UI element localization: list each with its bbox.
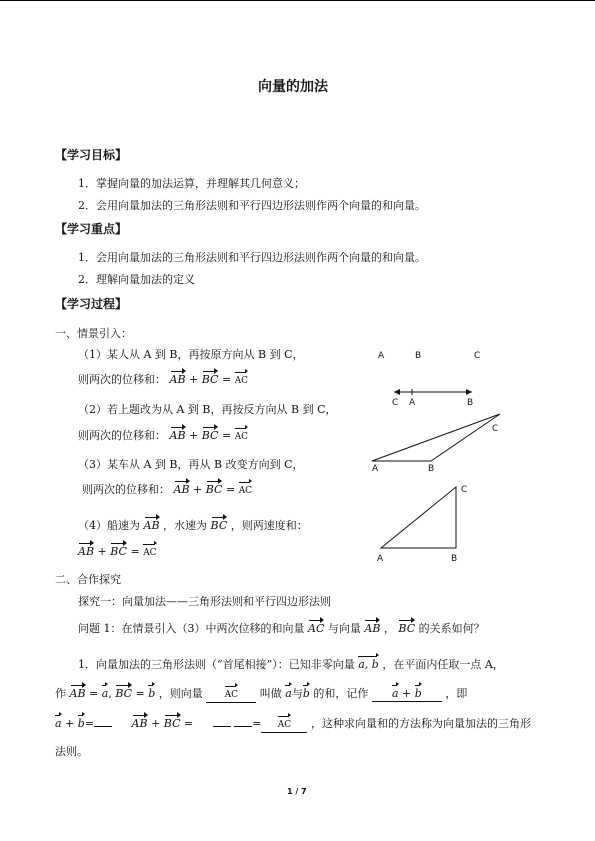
text: ，水速为 bbox=[163, 519, 208, 532]
equals-sign: = bbox=[221, 373, 232, 386]
keypoints-heading: 【学习重点】 bbox=[55, 222, 128, 236]
text: ，这种求向量和的方法称为向量加法的三角形 bbox=[310, 717, 531, 730]
disp-label: 则两次的位移和： bbox=[78, 373, 166, 386]
text: ， bbox=[383, 622, 395, 635]
diagram-4-label: C bbox=[461, 485, 468, 495]
answer-ac: AC bbox=[235, 370, 248, 388]
vector-ab: AB bbox=[170, 425, 186, 443]
rule-line-4: 法则。 bbox=[55, 745, 88, 758]
text: ，则两速度和： bbox=[230, 519, 308, 532]
diagram-3-label: A bbox=[372, 464, 379, 474]
diagram-1-label: B bbox=[415, 351, 422, 361]
vector-ab: AB bbox=[132, 713, 148, 731]
plus-sign: + bbox=[189, 373, 199, 386]
vector-ab: AB bbox=[78, 541, 94, 559]
vector-bc: BC bbox=[110, 541, 127, 559]
vector-ab: AB bbox=[364, 618, 380, 636]
vector-b: b bbox=[415, 683, 422, 701]
text: 的关系如何？ bbox=[418, 622, 485, 635]
vector-bc: BC bbox=[202, 425, 219, 443]
text: 与向量 bbox=[327, 622, 361, 635]
diagram-4-label: A bbox=[377, 554, 384, 564]
vector-a: a bbox=[285, 683, 292, 701]
page-title: 向量的加法 bbox=[258, 79, 328, 95]
equals-sign: = bbox=[184, 717, 194, 730]
diagram-1-label: A bbox=[378, 351, 385, 361]
disp-label: 则两次的位移和： bbox=[78, 429, 166, 442]
vector-ab: AB bbox=[70, 683, 86, 701]
equals-sign: = bbox=[135, 687, 145, 700]
text: 叫做 bbox=[259, 687, 282, 700]
disp-label: 则两次的位移和： bbox=[82, 483, 170, 496]
equals-sign: = bbox=[221, 429, 232, 442]
equals-sign: = bbox=[130, 545, 140, 558]
process-heading: 【学习过程】 bbox=[55, 297, 128, 311]
text: ，即 bbox=[445, 687, 468, 700]
explore-1: 探究一：向量加法——三角形法则和平行四边形法则 bbox=[78, 595, 331, 608]
equals-sign: = bbox=[84, 717, 95, 730]
text: ，则向量 bbox=[158, 687, 203, 700]
equals-sign: = bbox=[252, 717, 262, 730]
page-number: 1 / 7 bbox=[287, 787, 307, 796]
vector-ab: AB bbox=[174, 479, 190, 497]
keypoint-item: 1．会用向量加法的三角形法则和平行四边形法则作两个向量的和向量。 bbox=[78, 251, 426, 264]
plus-sign: + bbox=[189, 429, 199, 442]
vector-bc: BC bbox=[211, 515, 228, 533]
diagram-2-label: B bbox=[467, 398, 474, 408]
plus-sign: + bbox=[193, 483, 203, 496]
answer-ac: AC bbox=[239, 480, 252, 498]
vector-bc: BC bbox=[164, 713, 181, 731]
diagram-3-label: B bbox=[428, 464, 435, 474]
text: 与 bbox=[291, 687, 303, 700]
answer-ac: AC bbox=[143, 542, 156, 560]
goals-heading: 【学习目标】 bbox=[55, 148, 128, 162]
diagram-2-label: A bbox=[409, 398, 416, 408]
text: 作 bbox=[55, 687, 66, 700]
vector-a: a bbox=[55, 713, 62, 731]
goal-item: 2．会用向量加法的三角形法则和平行四边形法则作两个向量的和向量。 bbox=[78, 199, 426, 212]
text: 1．向量加法的三角形法则（“首尾相接”）：已知非零向量 bbox=[78, 658, 355, 671]
scenario-1: （1）某人从 A 到 B，再按原方向从 B 到 C， bbox=[78, 348, 304, 361]
plus-sign: + bbox=[402, 687, 412, 700]
vector-b: b bbox=[148, 683, 155, 701]
vector-a: a bbox=[392, 683, 399, 701]
vector-bc: BC bbox=[206, 479, 223, 497]
text: ，在平面内任取一点 A， bbox=[382, 658, 504, 671]
vector-bc: BC bbox=[202, 369, 219, 387]
plus-sign: + bbox=[65, 717, 75, 730]
text: 问题 1：在情景引入（3）中两次位移的和向量 bbox=[78, 622, 305, 635]
diagram-1-label: C bbox=[474, 351, 481, 361]
scenario-2: （2）若上题改为从 A 到 B，再按反方向从 B 到 C， bbox=[78, 403, 337, 416]
vector-ac: AC bbox=[308, 618, 324, 636]
diagram-2 bbox=[394, 389, 472, 395]
vector-bc: BC bbox=[398, 618, 415, 636]
vectors-a-b: a, b bbox=[358, 654, 379, 672]
equals-sign: = bbox=[89, 687, 99, 700]
scenario-3: （3）某车从 A 到 B，再从 B 改变方向到 C， bbox=[78, 458, 304, 471]
vector-ab: AB bbox=[144, 515, 160, 533]
vector-b: b bbox=[78, 713, 85, 731]
blank-ac: AC bbox=[278, 714, 291, 732]
comma: , bbox=[108, 687, 112, 700]
vector-a: a bbox=[102, 683, 109, 701]
plus-sign: + bbox=[97, 545, 107, 558]
keypoint-item: 2．理解向量加法的定义 bbox=[78, 273, 195, 286]
diagram-2-label: C bbox=[392, 398, 399, 408]
diagram-3-label: C bbox=[492, 424, 499, 434]
answer-ac: AC bbox=[235, 426, 248, 444]
diagram-4 bbox=[381, 487, 456, 548]
equals-sign: = bbox=[225, 483, 236, 496]
blank-ac: AC bbox=[225, 684, 238, 702]
text: （4）船速为 bbox=[78, 519, 140, 532]
text: 的和，记作 bbox=[313, 687, 369, 700]
part2-label: 二、合作探究 bbox=[55, 573, 121, 586]
plus-sign: + bbox=[151, 717, 161, 730]
vector-ab: AB bbox=[170, 369, 186, 387]
diagram-3 bbox=[372, 414, 500, 461]
vector-bc: BC bbox=[115, 683, 132, 701]
part1-label: 一、情景引入： bbox=[55, 327, 132, 340]
goal-item: 1．掌握向量的加法运算，并理解其几何意义； bbox=[78, 177, 305, 190]
vector-b: b bbox=[303, 683, 310, 701]
diagram-4-label: B bbox=[451, 554, 458, 564]
